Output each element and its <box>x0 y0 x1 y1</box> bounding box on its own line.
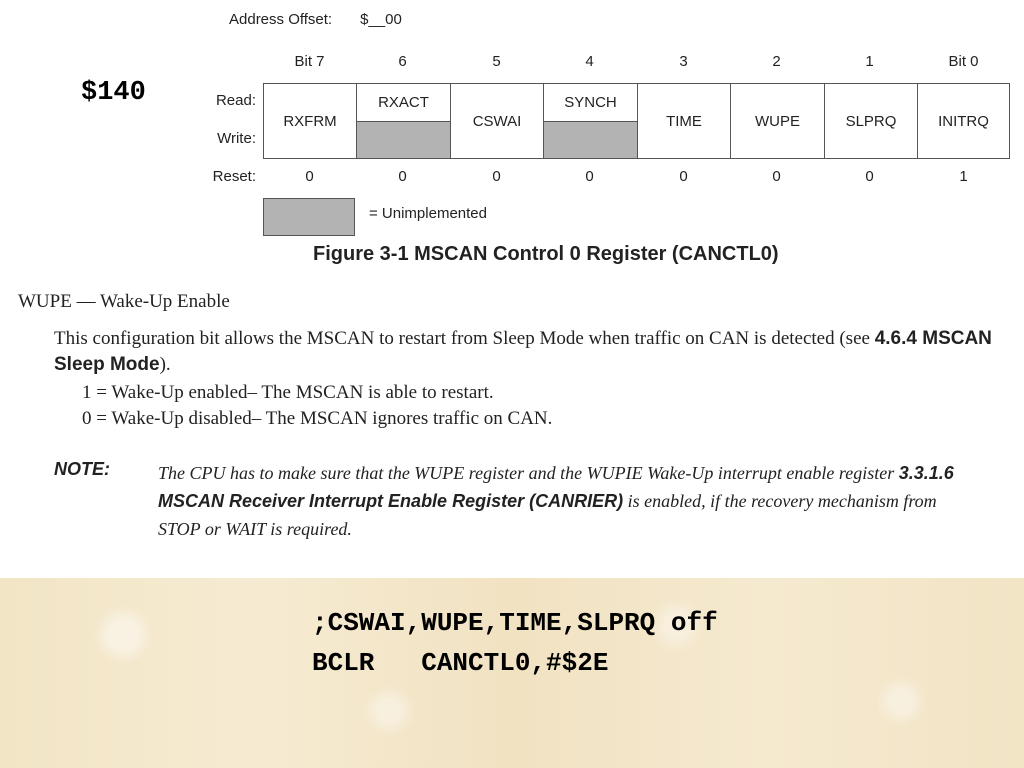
unimplemented-shade <box>544 121 637 158</box>
bit-cell-cswai <box>450 84 543 158</box>
bit-cell-slprq <box>824 84 917 158</box>
note-reference: 3.3.1.6 MSCAN Receiver Interrupt Enable Register (CANRIER) <box>158 463 954 511</box>
option-enabled: 1 = Wake-Up enabled– The MSCAN is able to restart. <box>82 382 494 403</box>
bit-cell-rxact <box>356 84 450 158</box>
bit-name: RXACT <box>378 94 429 111</box>
address-offset-label: Address Offset: <box>229 11 333 28</box>
bit-label-6: 6 <box>398 53 407 70</box>
section-title: WUPE — Wake-Up Enable <box>18 291 230 312</box>
row-label-write: Write: <box>217 130 256 147</box>
bit-name: CSWAI <box>472 112 522 130</box>
code-line-instruction: BCLR CANCTL0,#$2E <box>312 648 609 678</box>
reset-value-5: 0 <box>492 168 501 185</box>
description-reference: 4.6.4 MSCAN Sleep Mode <box>54 328 992 375</box>
description-text: This configuration bit allows the MSCAN to restart from Sleep Mode when traffic on CAN is detected (see <box>54 328 875 349</box>
bit-label-2: 2 <box>772 53 781 70</box>
bit-cell-synch <box>543 84 637 158</box>
reset-value-4: 0 <box>585 168 594 185</box>
reset-value-6: 0 <box>398 168 407 185</box>
bit-cell-time <box>637 84 730 158</box>
unimplemented-shade <box>357 121 450 158</box>
address-offset <box>229 11 402 28</box>
reset-value-3: 0 <box>679 168 688 185</box>
note-label: NOTE: <box>54 459 110 479</box>
register-address: $140 <box>81 78 146 108</box>
bit-name: SLPRQ <box>845 112 897 130</box>
bit-name: RXFRM <box>283 112 337 130</box>
description-paragraph <box>54 326 1014 378</box>
note-body <box>158 459 958 543</box>
reset-value-7: 0 <box>305 168 314 185</box>
option-disabled: 0 = Wake-Up disabled– The MSCAN ignores traffic on CAN. <box>82 408 553 429</box>
code-panel <box>0 578 1024 768</box>
bit-name: WUPE <box>755 112 800 130</box>
reset-value-2: 0 <box>772 168 781 185</box>
bit-name: SYNCH <box>564 94 617 111</box>
bit-label-3: 3 <box>679 53 688 70</box>
bit-cell-rxfrm <box>264 84 356 158</box>
register-table <box>263 83 1010 159</box>
bit-name: TIME <box>666 112 702 130</box>
figure-caption: Figure 3-1 MSCAN Control 0 Register (CANCTL0) <box>313 243 779 265</box>
unimplemented-legend-text: = Unimplemented <box>369 205 487 222</box>
description-text-end: ). <box>159 354 171 375</box>
code-line-comment: ;CSWAI,WUPE,TIME,SLPRQ off <box>312 608 718 638</box>
bit-label-4: 4 <box>585 53 594 70</box>
bit-label-7: Bit 7 <box>294 53 325 70</box>
address-offset-value: $__00 <box>360 11 402 28</box>
bit-cell-wupe <box>730 84 824 158</box>
bit-label-1: 1 <box>865 53 874 70</box>
row-label-reset: Reset: <box>212 168 256 185</box>
unimplemented-legend-swatch <box>263 198 355 236</box>
reset-value-1: 0 <box>865 168 874 185</box>
bit-label-0: Bit 0 <box>948 53 979 70</box>
note-text-end: is enabled, if the recovery mechanism from STOP or WAIT is required. <box>158 491 937 539</box>
bit-name: INITRQ <box>938 112 989 130</box>
note-text: The CPU has to make sure that the WUPE register and the WUPIE Wake-Up interrupt enable register <box>158 463 899 483</box>
row-label-read: Read: <box>215 92 256 109</box>
bit-label-5: 5 <box>492 53 501 70</box>
bit-cell-initrq <box>917 84 1009 158</box>
reset-value-0: 1 <box>959 168 968 185</box>
